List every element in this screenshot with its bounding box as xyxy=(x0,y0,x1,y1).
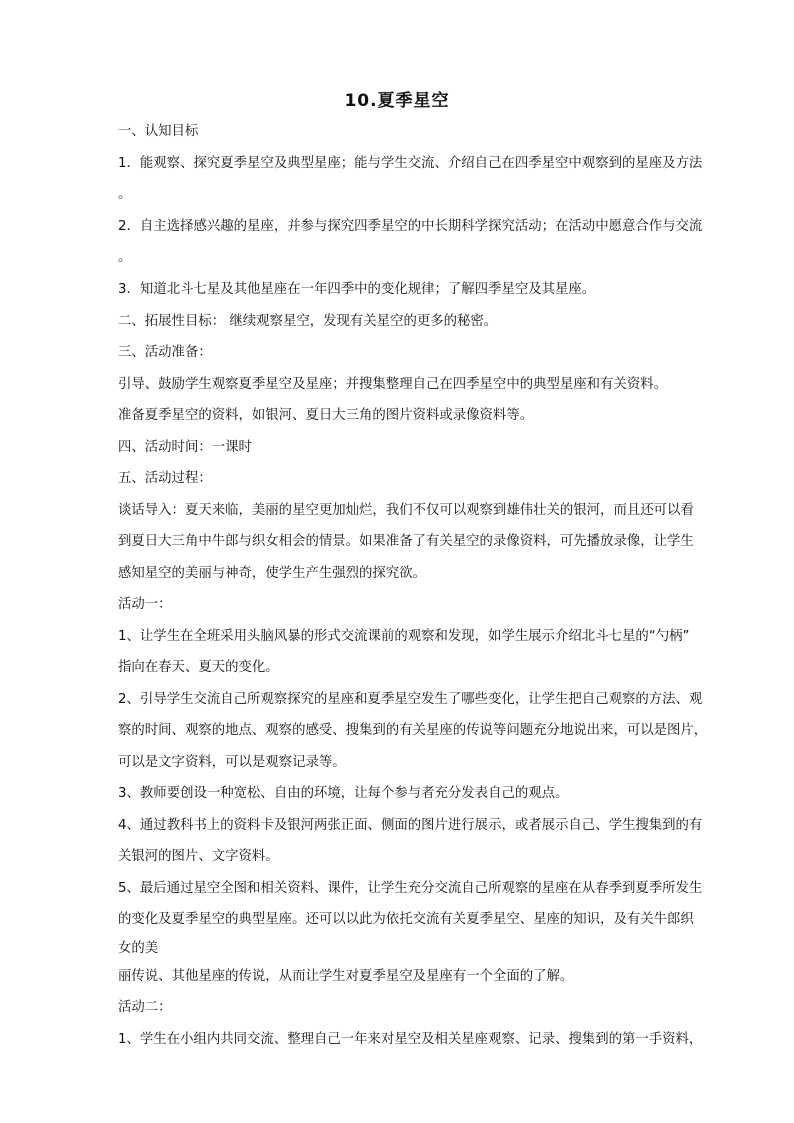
activity-one-heading: 活动一： xyxy=(118,597,172,612)
activity-one-item-3: 3、教师要创设一种宽松、自由的环境，让每个参与者充分发表自己的观点。 xyxy=(118,786,569,801)
activity-one-item-5-line-2: 的变化及夏季星空的典型星座。还可以以此为依托交流有关夏季星空、星座的知识，及有关牛郎织 xyxy=(118,912,694,927)
preparation-line-1: 引导、鼓励学生观察夏季星空及星座；并搜集整理自己在四季星空中的典型星座和有关资料。 xyxy=(118,377,668,392)
activity-one-item-5-line-3: 女的美 xyxy=(118,941,159,956)
preparation-line-2: 准备夏季星空的资料，如银河、夏日大三角的图片资料或录像资料等。 xyxy=(118,408,534,423)
goal-item-3: 3．知道北斗七星及其他星座在一年四季中的变化规律；了解四季星空及其星座。 xyxy=(118,282,596,297)
goal-item-1: 1．能观察、探究夏季星空及典型星座；能与学生交流、介绍自己在四季星空中观察到的星座及方法 xyxy=(118,156,703,171)
section-heading-cognitive-goals: 一、认知目标 xyxy=(118,124,199,139)
activity-one-item-1-line-1: 1、让学生在全班采用头脑风暴的形式交流课前的观察和发现，如学生展示介绍北斗七星的“勺柄” xyxy=(118,629,690,644)
activity-one-item-2-line-2: 察的时间、观察的地点、观察的感受、搜集到的有关星座的传说等问题充分地说出来，可以是图片， xyxy=(118,723,708,738)
activity-one-item-5-line-1: 5、最后通过星空全图和相关资料、课件，让学生充分交流自己所观察的星座在从春季到夏季所发生 xyxy=(118,881,703,896)
activity-one-item-4-line-1: 4、通过教科书上的资料卡及银河两张正面、侧面的图片进行展示，或者展示自己、学生搜集到的有 xyxy=(118,818,703,833)
goal-item-2-continuation: 。 xyxy=(118,250,132,265)
section-heading-process: 五、活动过程： xyxy=(118,471,212,486)
activity-two-heading: 活动二： xyxy=(118,1000,172,1015)
activity-one-item-5-line-4: 丽传说、其他星座的传说，从而让学生对夏季星空及星座有一个全面的了解。 xyxy=(118,969,574,984)
activity-one-item-1-line-2: 指向在春天、夏天的变化。 xyxy=(118,660,279,675)
activity-one-item-2-line-1: 2、引导学生交流自己所观察探究的星座和夏季星空发生了哪些变化，让学生把自己观察的方法、观 xyxy=(118,692,703,707)
intro-paragraph-line-2: 到夏日大三角中牛郎与织女相会的情景。如果准备了有关星空的录像资料，可先播放录像，让学生 xyxy=(118,534,694,549)
goal-item-2: 2．自主选择感兴趣的星座，并参与探究四季星空的中长期科学探究活动；在活动中愿意合作与交流 xyxy=(118,219,703,234)
intro-paragraph-line-1: 谈话导入：夏天来临，美丽的星空更加灿烂，我们不仅可以观察到雄伟壮关的银河，而且还可以看 xyxy=(118,503,694,518)
activity-one-item-2-line-3: 可以是文字资料，可以是观察记录等。 xyxy=(118,755,346,770)
section-heading-preparation: 三、活动准备： xyxy=(118,345,212,360)
intro-paragraph-line-3: 感知星空的美丽与神奇，使学生产生强烈的探究欲。 xyxy=(118,566,426,581)
section-heading-extended-goals: 二、拓展性目标： 继续观察星空，发现有关星空的更多的秘密。 xyxy=(118,314,498,329)
section-heading-time: 四、活动时间：一课时 xyxy=(118,440,252,455)
activity-one-item-4-line-2: 关银河的图片、文字资料。 xyxy=(118,849,279,864)
activity-two-item-1: 1、学生在小组内共同交流、整理自己一年来对星空及相关星座观察、记录、搜集到的第一手资料， xyxy=(118,1032,703,1047)
document-title: 10.夏季星空 xyxy=(344,91,450,111)
goal-item-1-continuation: 。 xyxy=(118,187,132,202)
